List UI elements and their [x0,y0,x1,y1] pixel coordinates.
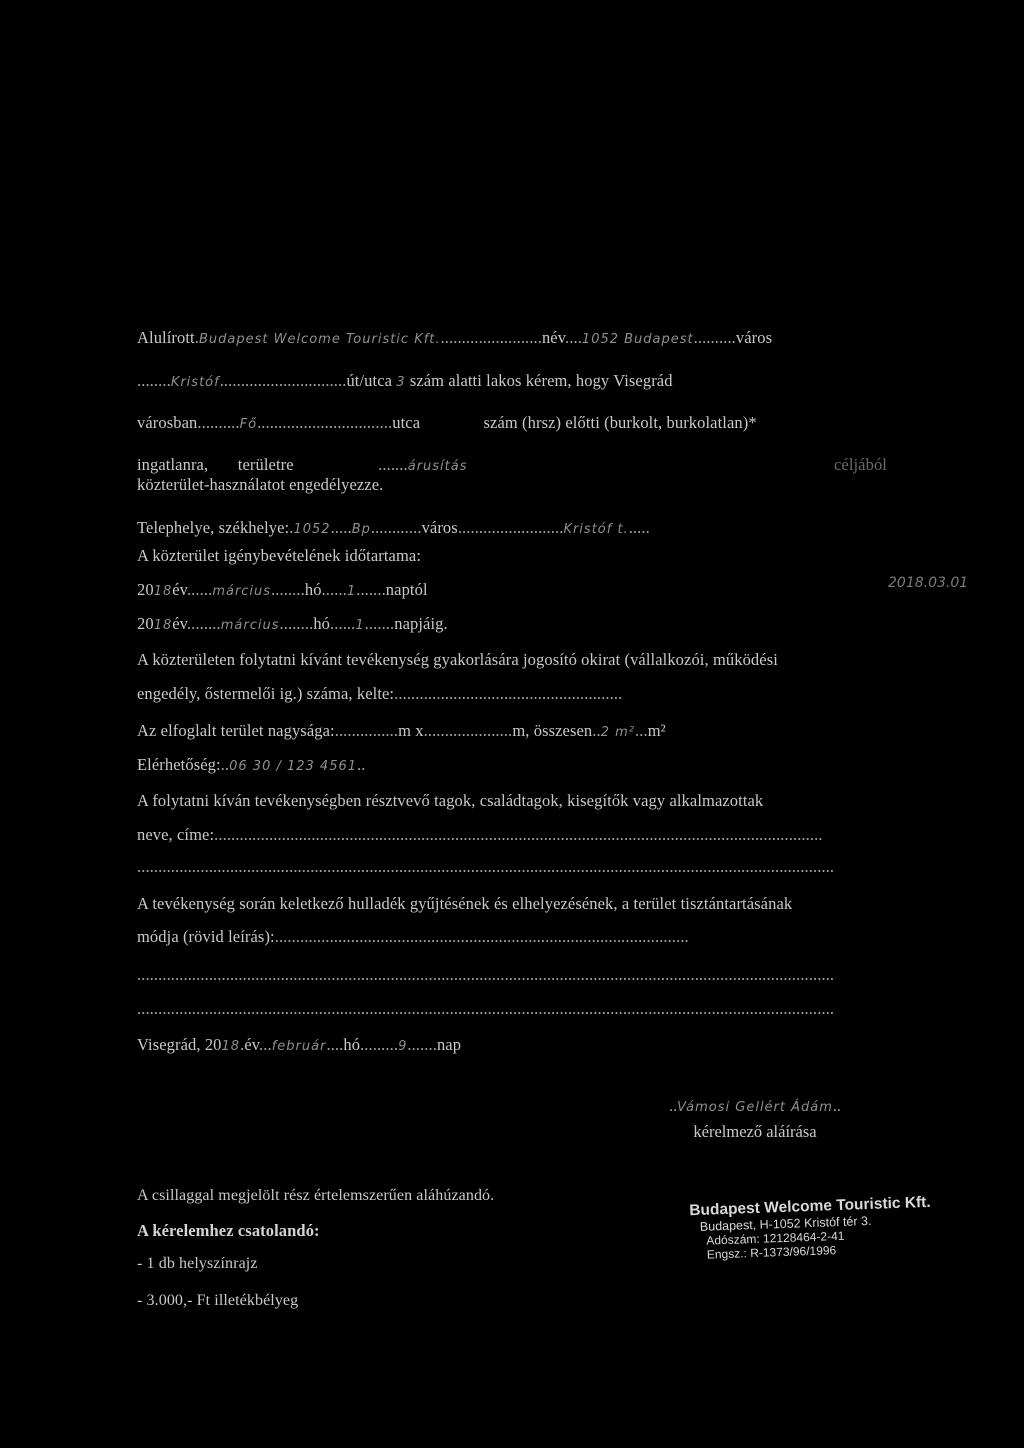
handwritten-sign-month: február [271,1039,327,1054]
handwritten-start-month: március [212,584,272,599]
start-date-line: 2018év......március........hó......1.......naptól [137,580,428,599]
applicant-line: Alulírott.Budapest Welcome Touristic Kft.........................név....1052 Budapest..........város [137,328,773,347]
handwritten-sign-day: 9 [398,1039,408,1054]
location-line: városban..........Fő................................utca szám (hrsz) előtti (burkolt, burkolatlan)* [137,413,757,432]
participants-line-3: ..................................................................................................................................................................... [137,857,835,876]
handwritten-start-day: 1 [346,584,357,599]
address-line: ........Kristóf..............................út/utca 3 szám alatti lakos kérem, hogy Visegrád [137,371,673,390]
handwritten-applicant-name: Budapest Welcome Touristic Kft. [198,332,441,347]
stamp-address: Budapest, H-1052 Kristóf tér 3. [699,1213,872,1234]
handwritten-end-day: 1 [355,618,365,633]
handwritten-end-month: március [220,618,280,633]
company-stamp [689,1194,932,1262]
asterisk-note: A csillaggal megjelölt rész értelemszerűen aláhúzandó. [137,1187,495,1204]
handwritten-location-street: Fő [239,417,258,432]
handwritten-start-year: 18 [153,584,173,599]
stamp-company-name: Budapest Welcome Touristic Kft. [689,1193,931,1220]
signature-label: kérelmező aláírása [693,1122,817,1141]
duration-heading: A közterület igénybevételének időtartama: [137,546,422,565]
handwritten-contact: 06 30 / 123 4561 [229,759,358,774]
attachment-item-1: - 1 db helyszínrajz [137,1255,258,1272]
handwritten-hq-zip: 1052 [293,522,331,537]
handwritten-city: 1052 Budapest [581,332,694,347]
participants-line-1: A folytatni kíván tevékenységben résztvevő tagok, családtagok, kisegítők vagy alkalmazottak [137,791,764,810]
signature-block: ..Vámosi Gellért Ádám.. kérelmező aláírása [620,1098,890,1142]
waste-line-3: ..................................................................................................................................................................... [137,965,835,984]
stamp-license: Engsz.: R-1373/96/1996 [706,1243,837,1262]
handwritten-sign-year: 18 [221,1039,241,1054]
attachments-title: A kérelemhez csatolandó: [137,1221,320,1240]
handwritten-total-area: 2 m² [600,725,635,740]
handwritten-street: Kristóf [170,375,220,390]
handwritten-house-number: 3 [396,375,406,390]
waste-line-4: ..................................................................................................................................................................... [137,999,835,1018]
purpose-line: ingatlanra, területre .......árusítás céljából [137,455,887,474]
stamp-tax-number: Adószám: 12128464-2-41 [706,1228,845,1248]
area-line: Az elfoglalt terület nagysága:...............m x.....................m, összesen..2 m²...m² [137,721,666,740]
attachment-item-2: - 3.000,- Ft illetékbélyeg [137,1292,299,1309]
permit-line-1: A közterületen folytatni kívánt tevékenység gyakorlására jogosító okirat (vállalkozói, működési [137,650,778,669]
request-line: közterület-használatot engedélyezze. [137,475,384,494]
waste-line-1: A tevékenység során keletkező hulladék gyűjtésének és elhelyezésének, a terület tisztántartásának [137,894,793,913]
margin-handwritten-note: 2018.03.01 [888,575,969,591]
contact-line: Elérhetőség:..06 30 / 123 4561.. [137,755,366,774]
handwritten-hq-city: Bp [351,522,371,537]
headquarters-line: Telephelye, székhelye:.1052.....Bp............város.........................Kristóf t...... [137,518,650,537]
participants-line-2: neve, címe:................................................................................................................................................ [137,825,823,844]
permit-line-2: engedély, őstermelői ig.) száma, kelte:...................................................... [137,684,623,703]
handwritten-signature: Vámosi Gellért Ádám [677,1100,833,1115]
handwritten-purpose: árusítás [407,459,468,474]
handwritten-end-year: 18 [153,618,173,633]
handwritten-hq-extra: Kristóf t. [563,522,629,537]
place-date-line: Visegrád, 2018.év...február....hó.........9.......nap [137,1035,462,1054]
waste-line-2: módja (rövid leírás):.................................................................................................. [137,927,689,946]
end-date-line: 2018év........március........hó......1.......napjáig. [137,614,448,633]
